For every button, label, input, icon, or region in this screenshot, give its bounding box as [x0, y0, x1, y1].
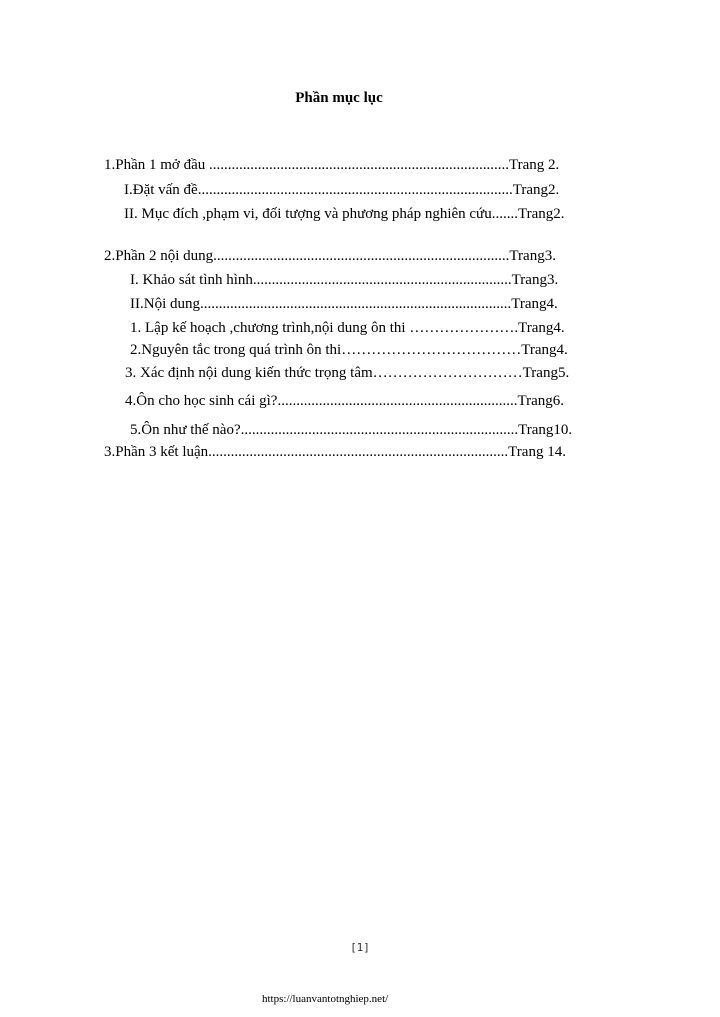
- toc-entry-on-cai-gi: 4.Ôn cho học sinh cái gì?................................................................Trang6.: [125, 393, 564, 409]
- toc-entry-part-3: 3.Phần 3 kết luận................................................................................Trang 14.: [104, 444, 566, 460]
- toc-entry-muc-dich: II. Mục đích ,phạm vi, đối tượng và phương pháp nghiên cứu.......Trang2.: [124, 206, 565, 222]
- page-number: [1]: [350, 941, 370, 954]
- toc-entry-noi-dung: II.Nội dung...................................................................................Trang4.: [130, 296, 558, 312]
- toc-entry-nguyen-tac: 2.Nguyên tắc trong quá trình ôn thi………………………………Trang4.: [130, 342, 568, 358]
- toc-entry-xac-dinh: 3. Xác định nội dung kiến thức trọng tâm…………………………Trang5.: [125, 365, 570, 381]
- toc-entry-on-the-nao: 5.Ôn như thế nào?..........................................................................Trang10.: [130, 422, 573, 438]
- toc-entry-lap-ke-hoach: 1. Lập kế hoạch ,chương trình,nội dung ôn thi ………………….Trang4.: [130, 320, 565, 336]
- footer-url: https://luanvantotnghiep.net/: [262, 993, 389, 1005]
- page-title: Phần mục lục: [295, 90, 383, 106]
- toc-entry-part-2: 2.Phần 2 nội dung...............................................................................Trang3.: [104, 248, 556, 264]
- toc-entry-part-1: 1.Phần 1 mở đầu ................................................................................Trang 2.: [104, 157, 560, 173]
- toc-entry-khao-sat: I. Khảo sát tình hình.....................................................................Trang3.: [130, 272, 559, 288]
- toc-entry-dat-van-de: I.Đặt vấn đề....................................................................................Trang2.: [124, 182, 560, 198]
